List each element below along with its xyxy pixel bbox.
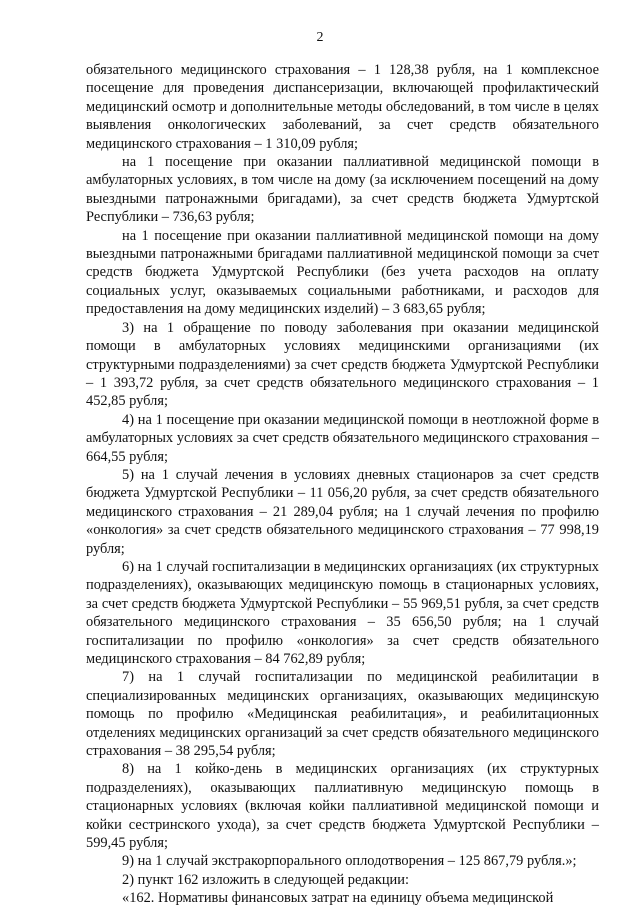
paragraph-palliative-visit: на 1 посещение при оказании паллиативной медицинской помощи в амбулаторных условиях, в том числе на дому (за исключением посещений на дому выездными патронажными бригадами), за счет средств бюджета Удмуртской Республики – 736,63 рубля;: [86, 154, 599, 226]
paragraph-item-6: 6) на 1 случай госпитализации в медицинских организациях (их структурных подразделениях), оказывающих медицинскую помощь в стационарных условиях, за счет средств бюджета Удмуртской Республики – 55 969,51 рубля, за счет средств обязательного медицинского страхования – 35 656,50 рубля; на 1 случай госпитализации по профилю «онкология» за счет средств обязательного медицинского страхования – 84 762,89 рубля;: [86, 558, 599, 667]
paragraph-item-7: 7) на 1 случай госпитализации по медицинской реабилитации в специализированных медицинских организациях, оказывающих медицинскую помощь по профилю «Медицинская реабилитация», и реабилитационных отделениях медицинских организаций за счет средств обязательного медицинского страхования – 38 295,54 рубля;: [86, 669, 599, 760]
page-number: 2: [316, 30, 324, 45]
document-body: [86, 61, 599, 908]
paragraph-palliative-home-visit: на 1 посещение при оказании паллиативной медицинской помощи на дому выездными патронажными бригадами паллиативной медицинской помощи за счет средств бюджета Удмуртской Республики (без учета расходов на оплату социальных услуг, оказываемых социальными работниками, и расходов для предоставления на дому медицинских изделий) – 3 683,65 рубля;: [86, 227, 599, 318]
paragraph-item-3: 3) на 1 обращение по поводу заболевания при оказании медицинской помощи в амбулаторных условиях медицинскими организациями (их структурными подразделениями) за счет средств бюджета Удмуртской Республики – 1 393,72 рубля, за счет средств обязательного медицинского страхования – 1 452,85 рубля;: [86, 319, 599, 410]
paragraph-continuation: обязательного медицинского страхования – 1 128,38 рубля, на 1 комплексное посещение для проведения диспансеризации, включающей профилактический медицинский осмотр и дополнительные методы обследований, в том числе в целях выявления онкологических заболеваний, за счет средств обязательного медицинского страхования – 1 310,09 рубля;: [86, 62, 599, 152]
paragraph-item-9: 9) на 1 случай экстракорпорального оплодотворения – 125 867,79 рубля.»;: [122, 853, 577, 870]
paragraph-item-8: 8) на 1 койко-день в медицинских организациях (их структурных подразделениях), оказывающих паллиативную медицинскую помощь в стационарных условиях (включая койки паллиативной медицинской помощи и койки сестринского ухода), за счет средств бюджета Удмуртской Республики – 599,45 рубля;: [86, 761, 599, 852]
paragraph-item-4: 4) на 1 посещение при оказании медицинской помощи в неотложной форме в амбулаторных условиях за счет средств обязательного медицинского страхования – 664,55 рубля;: [86, 411, 599, 465]
paragraph-clause-162: «162. Нормативы финансовых затрат на единицу объема медицинской: [122, 890, 554, 907]
paragraph-item-5: 5) на 1 случай лечения в условиях дневных стационаров за счет средств бюджета Удмуртской Республики – 11 056,20 рубля, за счет средств обязательного медицинского страхования – 21 289,04 рубля; на 1 случай лечения по профилю «онкология» за счет средств обязательного медицинского страхования – 77 998,19 рубля;: [86, 466, 599, 557]
paragraph-amendment-2: 2) пункт 162 изложить в следующей редакции:: [122, 871, 409, 888]
